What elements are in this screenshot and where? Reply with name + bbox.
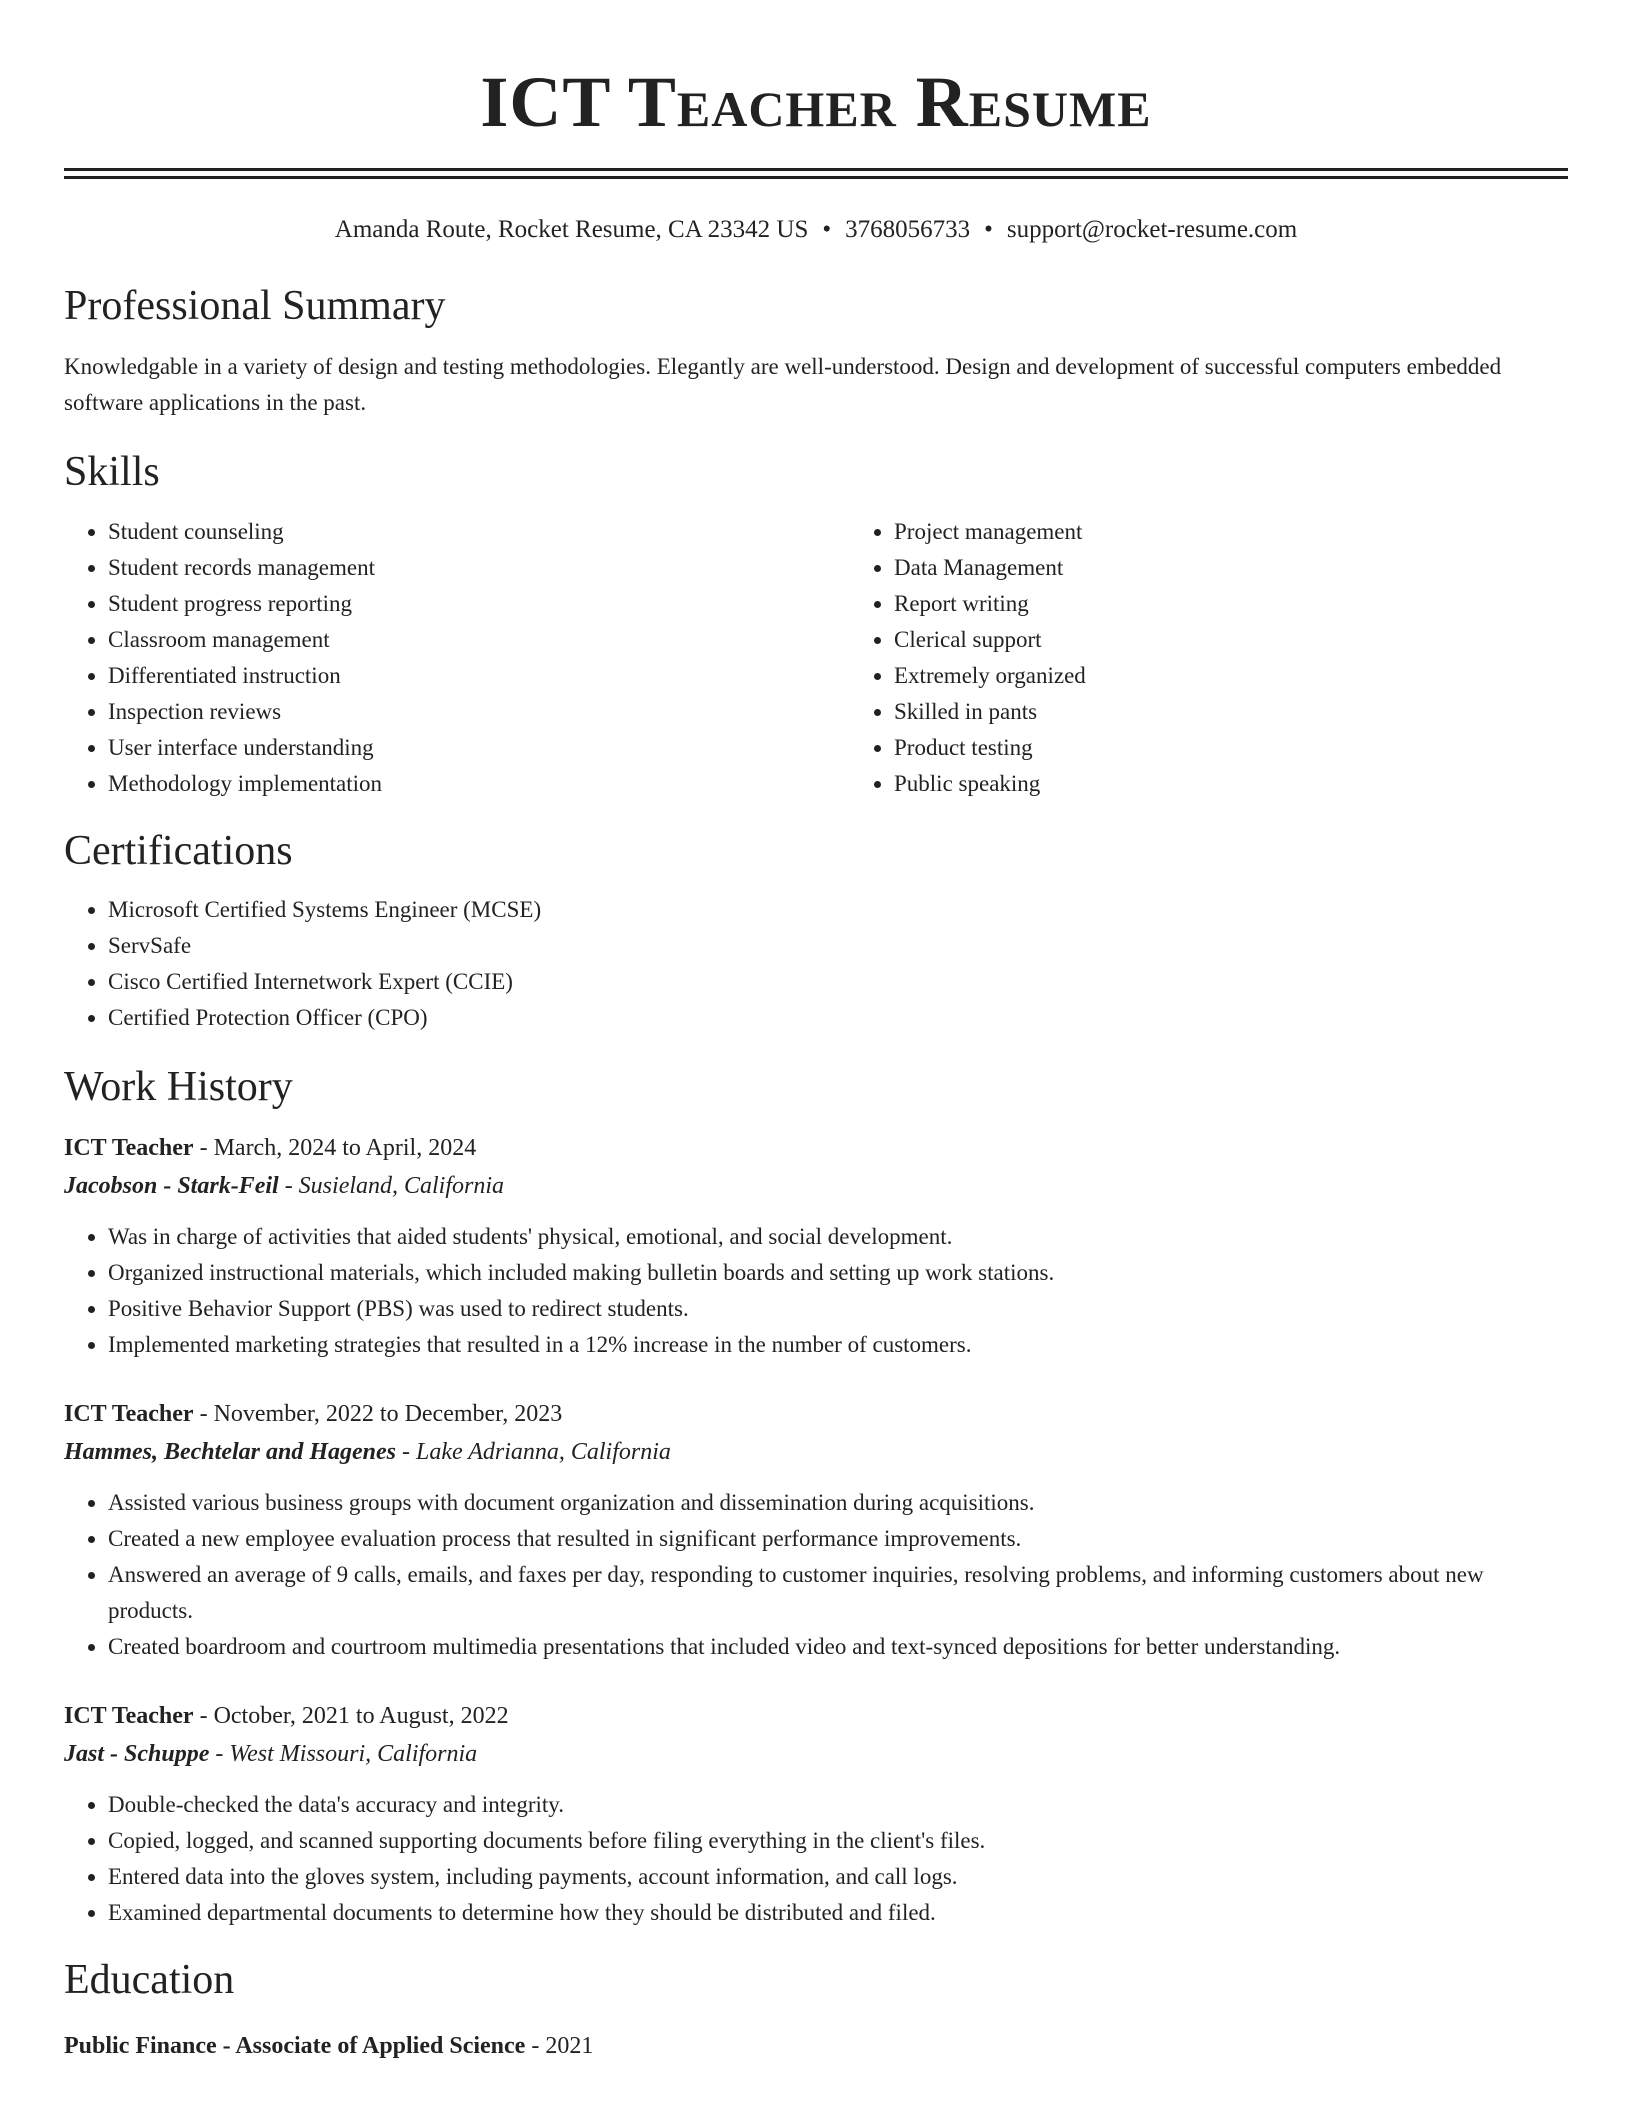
skill-item: • Student records management	[108, 550, 850, 586]
job-bullet: • Copied, logged, and scanned supporting documents before filing everything in the client's files.	[108, 1823, 1568, 1859]
job-bullet: • Was in charge of activities that aided students' physical, emotional, and social development.	[108, 1219, 1568, 1255]
job-bullet: • Answered an average of 9 calls, emails, and faxes per day, responding to customer inquiries, resolving problems, and informing customers about new products.	[108, 1557, 1568, 1629]
job-title: ICT Teacher	[64, 1134, 194, 1161]
job-company: Jast - Schuppe	[64, 1740, 210, 1767]
job-bullet: • Assisted various business groups with document organization and dissemination during acquisitions.	[108, 1485, 1568, 1521]
job-location: - West Missouri, California	[209, 1740, 478, 1767]
job-title-line	[64, 1129, 1568, 1167]
job-title-line	[64, 1697, 1568, 1735]
resume-title: ICT Teacher Resume	[480, 62, 1152, 142]
job-location: - Susieland, California	[278, 1172, 505, 1199]
certification-item: • ServSafe	[108, 928, 1568, 964]
education-degree: Public Finance - Associate of Applied Science	[64, 2032, 526, 2059]
skill-item: • Classroom management	[108, 622, 850, 658]
education-entry	[64, 2027, 1568, 2065]
contact-separator: •	[984, 216, 993, 243]
job-bullet: • Organized instructional materials, which included making bulletin boards and setting up work stations.	[108, 1255, 1568, 1291]
contact-separator: •	[822, 216, 832, 243]
skills-list-left	[64, 514, 850, 802]
section-heading-skills: Skills	[64, 449, 160, 496]
contact-address: Amanda Route, Rocket Resume, CA 23342 US	[334, 216, 809, 243]
job-company-line	[64, 1433, 1568, 1471]
job-bullets	[64, 1219, 1568, 1363]
job-entry	[64, 1697, 1568, 1931]
job-bullets	[64, 1485, 1568, 1665]
skill-item: • Report writing	[894, 586, 1632, 622]
job-company-line	[64, 1167, 1568, 1205]
job-bullet: • Created a new employee evaluation process that resulted in significant performance improvements.	[108, 1521, 1568, 1557]
job-company: Jacobson - Stark-Feil	[64, 1172, 279, 1199]
skill-item: • Methodology implementation	[108, 766, 850, 802]
skill-item: • Student progress reporting	[108, 586, 850, 622]
skill-item: • Project management	[894, 514, 1632, 550]
education-year: - 2021	[525, 2032, 594, 2059]
summary-text: Knowledgable in a variety of design and testing methodologies. Elegantly are well-understood. Design and development of successful computers embedded software applications in the past.	[64, 354, 1502, 416]
job-bullet: • Created boardroom and courtroom multimedia presentations that included video and text-synced depositions for better understanding.	[108, 1629, 1568, 1665]
section-heading-work-history: Work History	[64, 1064, 293, 1111]
section-heading-certifications: Certifications	[64, 827, 293, 874]
skill-item: • Public speaking	[894, 766, 1632, 802]
skill-item: • Product testing	[894, 730, 1632, 766]
contact-phone: 3768056733	[845, 216, 971, 243]
skill-item: • Inspection reviews	[108, 694, 850, 730]
job-entry	[64, 1129, 1568, 1363]
job-bullet: • Double-checked the data's accuracy and integrity.	[108, 1787, 1568, 1823]
section-heading-education: Education	[64, 1956, 235, 2003]
contact-line	[64, 215, 1568, 245]
skill-item: • Differentiated instruction	[108, 658, 850, 694]
job-title: ICT Teacher	[64, 1400, 194, 1427]
skill-item: • Student counseling	[108, 514, 850, 550]
certification-item: • Microsoft Certified Systems Engineer (MCSE)	[108, 892, 1568, 928]
skill-item: • Data Management	[894, 550, 1632, 586]
certification-item: • Certified Protection Officer (CPO)	[108, 1000, 1568, 1036]
job-bullets	[64, 1787, 1568, 1931]
skills-list-right	[850, 514, 1632, 802]
job-bullet: • Positive Behavior Support (PBS) was used to redirect students.	[108, 1291, 1568, 1327]
job-bullet: • Implemented marketing strategies that resulted in a 12% increase in the number of customers.	[108, 1327, 1568, 1363]
job-title: ICT Teacher	[64, 1702, 194, 1729]
skill-item: • Clerical support	[894, 622, 1632, 658]
skill-item: • Skilled in pants	[894, 694, 1632, 730]
job-company-line	[64, 1735, 1568, 1773]
contact-email: support@rocket-resume.com	[1006, 216, 1298, 243]
skills-columns	[64, 514, 1568, 802]
skill-item: • Extremely organized	[894, 658, 1632, 694]
section-heading-summary: Professional Summary	[64, 283, 446, 329]
job-company: Hammes, Bechtelar and Hagenes	[64, 1438, 396, 1465]
job-dates: - November, 2022 to December, 2023	[193, 1400, 563, 1427]
job-dates: - October, 2021 to August, 2022	[193, 1702, 509, 1729]
job-title-line	[64, 1395, 1568, 1433]
job-bullet: • Examined departmental documents to determine how they should be distributed and filed.	[108, 1895, 1568, 1931]
job-location: - Lake Adrianna, California	[396, 1438, 671, 1465]
job-entry	[64, 1395, 1568, 1665]
certification-item: • Cisco Certified Internetwork Expert (CCIE)	[108, 964, 1568, 1000]
certifications-list	[64, 892, 1568, 1036]
job-dates: - March, 2024 to April, 2024	[193, 1134, 477, 1161]
job-bullet: • Entered data into the gloves system, including payments, account information, and call logs.	[108, 1859, 1568, 1895]
title-double-rule	[64, 168, 1568, 179]
skill-item: • User interface understanding	[108, 730, 850, 766]
